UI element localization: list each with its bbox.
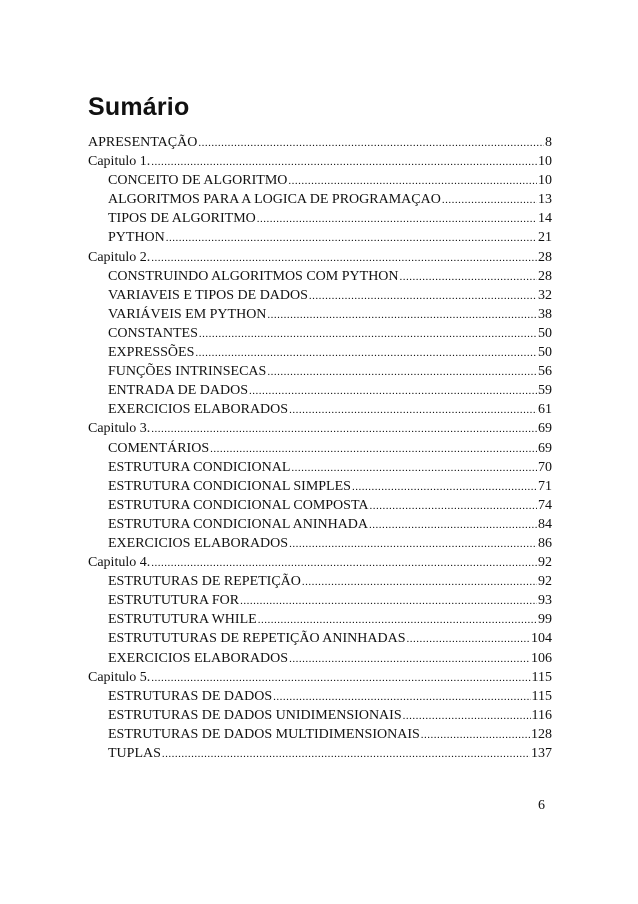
toc-entry[interactable] xyxy=(88,305,552,324)
toc-entry-label: ESTRUTUTURA FOR xyxy=(108,593,240,609)
toc-entry-page: 8 xyxy=(545,135,552,150)
toc-entry-label: EXPRESSÕES xyxy=(108,345,195,361)
toc-entry-label: ESTRUTURA CONDICIONAL COMPOSTA xyxy=(108,497,369,513)
toc-dot-leader xyxy=(403,707,531,726)
toc-entry-label: ALGORITMOS PARA A LOGICA DE PROGRAMAÇAO xyxy=(108,192,441,208)
toc-entry[interactable] xyxy=(88,381,552,400)
toc-entry[interactable] xyxy=(88,649,552,668)
toc-entry-page: 104 xyxy=(531,631,552,647)
toc-entry[interactable] xyxy=(88,572,552,591)
toc-dot-leader xyxy=(162,745,530,764)
toc-entry-label: VARIAVEIS E TIPOS DE DADOS xyxy=(108,287,308,303)
toc-dot-leader xyxy=(369,516,537,535)
toc-entry-page: 71 xyxy=(538,478,552,494)
toc-entry[interactable] xyxy=(88,267,552,286)
toc-entry[interactable] xyxy=(88,534,552,553)
page-title: Sumário xyxy=(88,93,190,121)
toc-entry-page: 137 xyxy=(531,746,552,761)
toc-entry[interactable] xyxy=(88,209,552,228)
toc-entry[interactable] xyxy=(88,477,552,496)
toc-entry-page: 50 xyxy=(538,325,552,341)
toc-entry-page: 92 xyxy=(538,574,552,590)
toc-entry-label: Capitulo 1. xyxy=(88,154,151,170)
toc-entry-label: VARIÁVEIS EM PYTHON xyxy=(108,306,267,322)
toc-dot-leader xyxy=(151,420,537,439)
toc-dot-leader xyxy=(400,268,537,287)
toc-dot-leader xyxy=(151,669,530,688)
toc-entry-page: 69 xyxy=(538,421,552,437)
toc-entry-label: CONSTRUINDO ALGORITMOS COM PYTHON xyxy=(108,268,399,284)
toc-entry[interactable] xyxy=(88,725,552,744)
toc-entry-page: 14 xyxy=(538,211,552,227)
toc-entry-label: CONSTANTES xyxy=(108,325,198,341)
toc-entry[interactable] xyxy=(88,496,552,515)
toc-dot-leader xyxy=(302,573,537,592)
toc-entry-label: ESTRUTUTURA WHILE xyxy=(108,612,257,628)
toc-dot-leader xyxy=(267,306,537,325)
toc-entry[interactable] xyxy=(88,610,552,629)
toc-entry-label: Capitulo 4. xyxy=(88,555,151,571)
toc-dot-leader xyxy=(249,382,537,401)
toc-entry-label: ESTRUTURAS DE REPETIÇÃO xyxy=(108,574,301,590)
toc-entry-label: ESTRUTURAS DE DADOS xyxy=(108,688,273,704)
toc-dot-leader xyxy=(442,191,537,210)
toc-dot-leader xyxy=(289,650,530,669)
toc-entry[interactable] xyxy=(88,458,552,477)
toc-entry[interactable] xyxy=(88,228,552,247)
toc-entry[interactable] xyxy=(88,744,552,763)
toc-entry-page: 38 xyxy=(538,306,552,322)
toc-entry-page: 106 xyxy=(531,650,552,666)
toc-entry-label: Capitulo 5. xyxy=(88,669,151,685)
toc-entry-page: 13 xyxy=(538,192,552,208)
toc-entry-page: 93 xyxy=(538,593,552,609)
toc-entry-page: 115 xyxy=(531,669,552,685)
toc-entry[interactable] xyxy=(88,248,552,267)
toc-dot-leader xyxy=(198,134,544,153)
toc-entry-page: 10 xyxy=(538,154,552,170)
toc-entry-label: Capitulo 3. xyxy=(88,421,151,437)
toc-dot-leader xyxy=(289,535,537,554)
toc-entry-page: 115 xyxy=(531,688,552,704)
toc-entry[interactable] xyxy=(88,190,552,209)
toc-entry-page: 116 xyxy=(531,707,552,723)
toc-entry[interactable] xyxy=(88,668,552,687)
toc-entry-page: 74 xyxy=(538,497,552,513)
toc-entry[interactable] xyxy=(88,629,552,648)
toc-entry-page: 56 xyxy=(538,364,552,380)
toc-dot-leader xyxy=(151,554,537,573)
toc-entry-label: PYTHON xyxy=(108,230,165,246)
toc-entry-label: CONCEITO DE ALGORITMO xyxy=(108,173,288,189)
toc-entry-label: ENTRADA DE DADOS xyxy=(108,383,248,399)
toc-entry-label: FUNÇÕES INTRINSECAS xyxy=(108,364,267,380)
toc-dot-leader xyxy=(288,172,537,191)
toc-dot-leader xyxy=(291,459,537,478)
toc-entry[interactable] xyxy=(88,553,552,572)
toc-entry[interactable] xyxy=(88,324,552,343)
toc-entry[interactable] xyxy=(88,362,552,381)
toc-entry-label: ESTRUTUTURAS DE REPETIÇÃO ANINHADAS xyxy=(108,631,406,647)
toc-entry[interactable] xyxy=(88,439,552,458)
toc-dot-leader xyxy=(407,630,530,649)
toc-entry-page: 69 xyxy=(538,440,552,456)
toc-entry-label: Capitulo 2. xyxy=(88,249,151,265)
toc-entry-page: 50 xyxy=(538,345,552,361)
toc-entry-label: ESTRUTURAS DE DADOS MULTIDIMENSIONAIS xyxy=(108,726,420,742)
toc-entry-page: 28 xyxy=(538,249,552,265)
toc-dot-leader xyxy=(151,249,537,268)
toc-entry-page: 92 xyxy=(538,555,552,571)
toc-entry-page: 86 xyxy=(538,535,552,551)
toc-entry-page: 32 xyxy=(538,287,552,303)
toc-entry[interactable] xyxy=(88,515,552,534)
toc-entry-label: APRESENTAÇÃO xyxy=(88,135,198,150)
toc-entry[interactable] xyxy=(88,706,552,725)
toc-entry[interactable] xyxy=(88,591,552,610)
toc-entry[interactable] xyxy=(88,133,552,152)
toc-dot-leader xyxy=(195,344,537,363)
toc-entry-page: 99 xyxy=(538,612,552,628)
toc-entry-page: 28 xyxy=(538,268,552,284)
toc-entry[interactable] xyxy=(88,286,552,305)
toc-entry-label: ESTRUTURA CONDICIONAL ANINHADA xyxy=(108,516,369,532)
page-number: 6 xyxy=(538,798,545,813)
toc-dot-leader xyxy=(151,153,537,172)
toc-dot-leader xyxy=(289,401,537,420)
toc-entry-page: 10 xyxy=(538,173,552,189)
toc-entry[interactable] xyxy=(88,343,552,362)
toc-entry[interactable] xyxy=(88,400,552,419)
toc-entry[interactable] xyxy=(88,152,552,171)
toc-entry-page: 128 xyxy=(531,726,552,742)
toc-entry-label: EXERCICIOS ELABORADOS xyxy=(108,535,289,551)
toc-dot-leader xyxy=(370,497,538,516)
toc-entry-page: 61 xyxy=(538,402,552,418)
toc-entry-label: COMENTÁRIOS xyxy=(108,440,210,456)
toc-entry-label: TUPLAS xyxy=(108,746,161,761)
toc-dot-leader xyxy=(421,726,530,745)
toc-dot-leader xyxy=(257,210,537,229)
toc-entry-label: EXERCICIOS ELABORADOS xyxy=(108,402,289,418)
toc-dot-leader xyxy=(199,325,537,344)
toc-entry-label: ESTRUTURA CONDICIONAL xyxy=(108,459,291,475)
toc-entry-page: 21 xyxy=(538,230,552,246)
toc-entry-label: TIPOS DE ALGORITMO xyxy=(108,211,256,227)
toc-dot-leader xyxy=(166,229,537,248)
toc-entry[interactable] xyxy=(88,687,552,706)
toc-entry-page: 59 xyxy=(538,383,552,399)
toc-entry[interactable] xyxy=(88,171,552,190)
toc-dot-leader xyxy=(309,287,537,306)
toc-dot-leader xyxy=(267,363,537,382)
toc-entry-label: EXERCICIOS ELABORADOS xyxy=(108,650,289,666)
toc-dot-leader xyxy=(210,440,537,459)
toc-entry-label: ESTRUTURA CONDICIONAL SIMPLES xyxy=(108,478,351,494)
toc-dot-leader xyxy=(273,688,530,707)
table-of-contents xyxy=(88,133,552,763)
toc-dot-leader xyxy=(352,478,537,497)
toc-dot-leader xyxy=(258,611,537,630)
toc-dot-leader xyxy=(240,592,537,611)
toc-entry-page: 84 xyxy=(538,516,552,532)
toc-entry[interactable] xyxy=(88,419,552,438)
toc-entry-label: ESTRUTURAS DE DADOS UNIDIMENSIONAIS xyxy=(108,707,402,723)
toc-entry-page: 70 xyxy=(538,459,552,475)
